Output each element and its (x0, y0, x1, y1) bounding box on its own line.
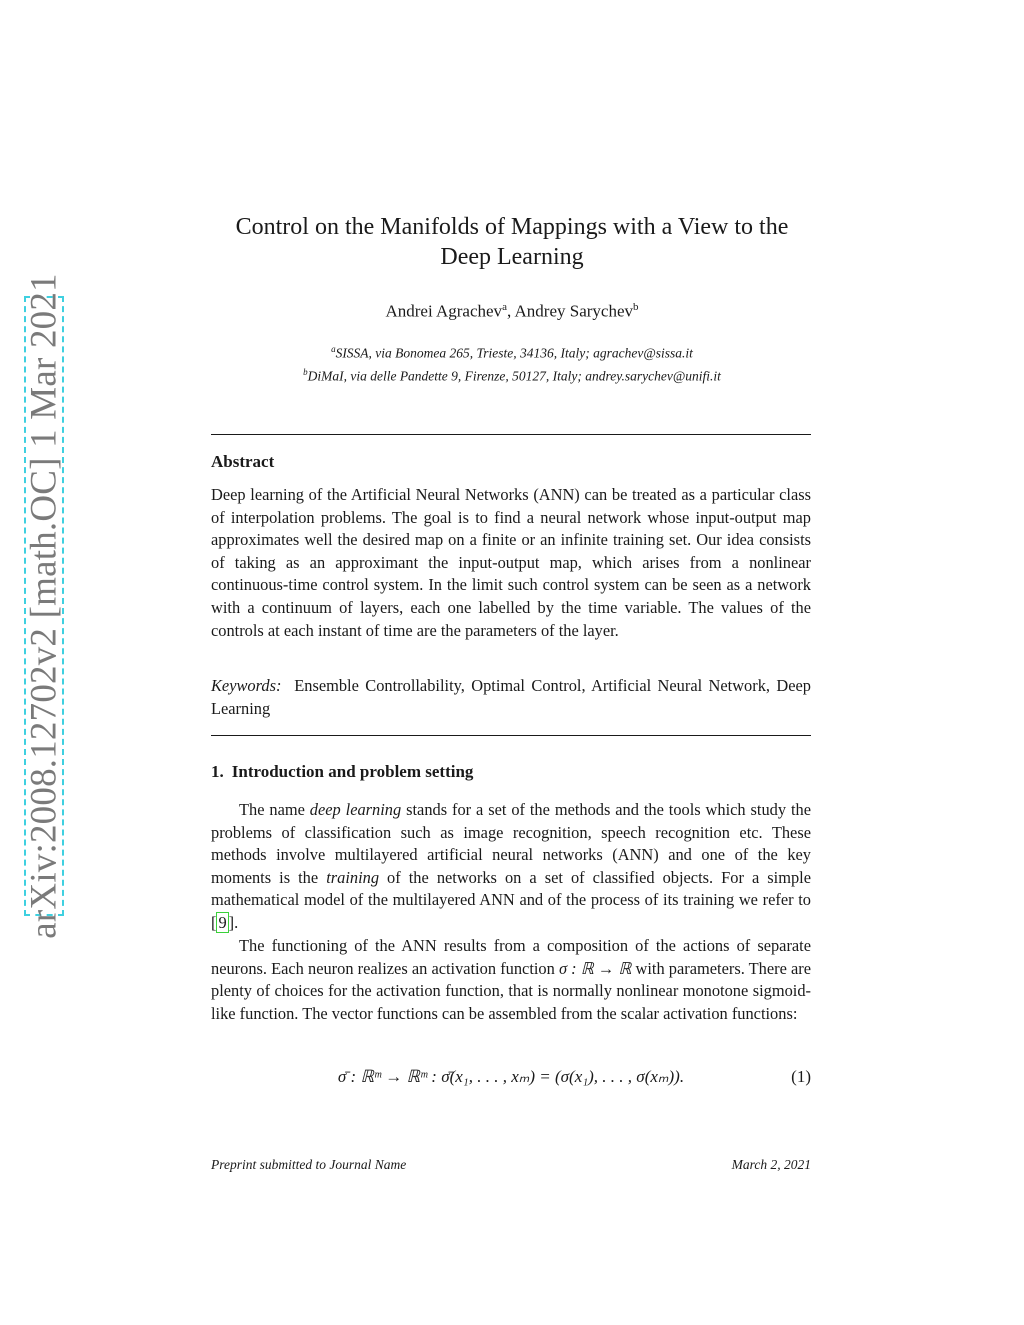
text-run: stands for a set of the methods and the tools which study the problems of classification such as image recognition, speech recognition etc. These methods involve multilayered artificial neural networks (ANN) and one of the key moments is the (211, 800, 811, 887)
affiliation-text: DiMaI, via delle Pandette 9, Firenze, 50127, Italy; andrey.sarychev@unifi.it (307, 368, 721, 383)
title-line-1: Control on the Manifolds of Mappings with a View to the (235, 214, 789, 240)
top-divider (211, 434, 811, 435)
keywords-label: Keywords: (211, 676, 282, 695)
emphasis: deep learning (309, 800, 402, 819)
author-separator: , (506, 301, 515, 321)
text-run: of the networks on a set of classified objects. For a simple mathematical model of the multilayered ANN and of the process of its training we refer to (211, 867, 811, 910)
section-title: Introduction and problem setting (231, 762, 474, 781)
title-line-2: Deep Learning (440, 244, 584, 270)
text-run: The functioning of the ANN results from a composition of the actions of separate neurons. Each neuron realizes an activation function (211, 936, 811, 978)
intro-paragraph-2 (211, 935, 811, 1025)
abstract-text: Deep learning of the Artificial Neural Networks (ANN) can be treated as a particular class of interpolation problems. The goal is to find a neural network whose input-output map approximates well the desired map on a finite or an infinite training set. Our idea consists of taking as an approximant the input-output map, which arises from a nonlinear continuous-time control system. In the limit such control system can be seen as a network with a continuum of layers, each one labelled by the time variable. The values of the controls at each instant of time are the parameters of the layer. (211, 485, 811, 640)
citation-link[interactable]: 9 (218, 912, 227, 932)
keywords (211, 675, 811, 720)
affiliation-line (160, 340, 864, 363)
text-run: The name (239, 800, 310, 819)
abstract-heading: Abstract (211, 452, 275, 471)
emphasis: training (326, 867, 380, 887)
equation-body: σ̄ : ℝᵐ → ℝᵐ : σ̄(x₁, . . . , xₘ) = (σ(x₁), . . . , σ(xₘ)). (337, 1067, 685, 1086)
section-number: 1. (211, 762, 224, 781)
text-run: . (234, 912, 239, 932)
arxiv-identifier[interactable]: arXiv:2008.12702v2 [math.OC] 1 Mar 2021 (23, 273, 65, 939)
footer-journal: Preprint submitted to Journal Name (211, 1157, 407, 1172)
keywords-text: Ensemble Controllability, Optimal Control, Artificial Neural Network, Deep Learning (211, 676, 811, 718)
paper-title (160, 212, 864, 272)
author-name: Andrei Agrachev (385, 301, 503, 321)
equation-number: (1) (791, 1067, 811, 1086)
bottom-divider (211, 735, 811, 736)
affiliation-mark: a (331, 344, 336, 354)
author-affil-mark: a (502, 301, 507, 313)
text-run: with parameters. There are plenty of choices for the activation function, that is normally nonlinear monotone sigmoid-like function. The vector functions can be assembled from the scalar activation functions: (211, 958, 811, 1023)
author-name: Andrey Sarychev (514, 301, 634, 321)
footer-date: March 2, 2021 (731, 1157, 811, 1172)
affiliation-text: SISSA, via Bonomea 265, Trieste, 34136, Italy; agrachev@sissa.it (335, 345, 693, 361)
author-affil-mark: b (633, 301, 639, 313)
intro-paragraph-1: The name deep learning stands for a set of the methods and the tools which study the problems of classification such as image recognition, speech recognition etc. These methods involve multilayered artificial neural networks (ANN) and one of the key moments is the training of the networks on a set of classified objects. For a simple mathematical model of the multilayered ANN and of the process of its training we refer to [ 9 ]. (211, 800, 811, 932)
affiliation-mark: b (303, 366, 308, 377)
equation-1 (211, 1067, 811, 1091)
author-list (160, 301, 864, 322)
affiliations (160, 340, 864, 385)
section-heading (211, 762, 811, 782)
inline-math: σ : ℝ → ℝ (558, 958, 632, 978)
affiliation-line (160, 363, 864, 386)
